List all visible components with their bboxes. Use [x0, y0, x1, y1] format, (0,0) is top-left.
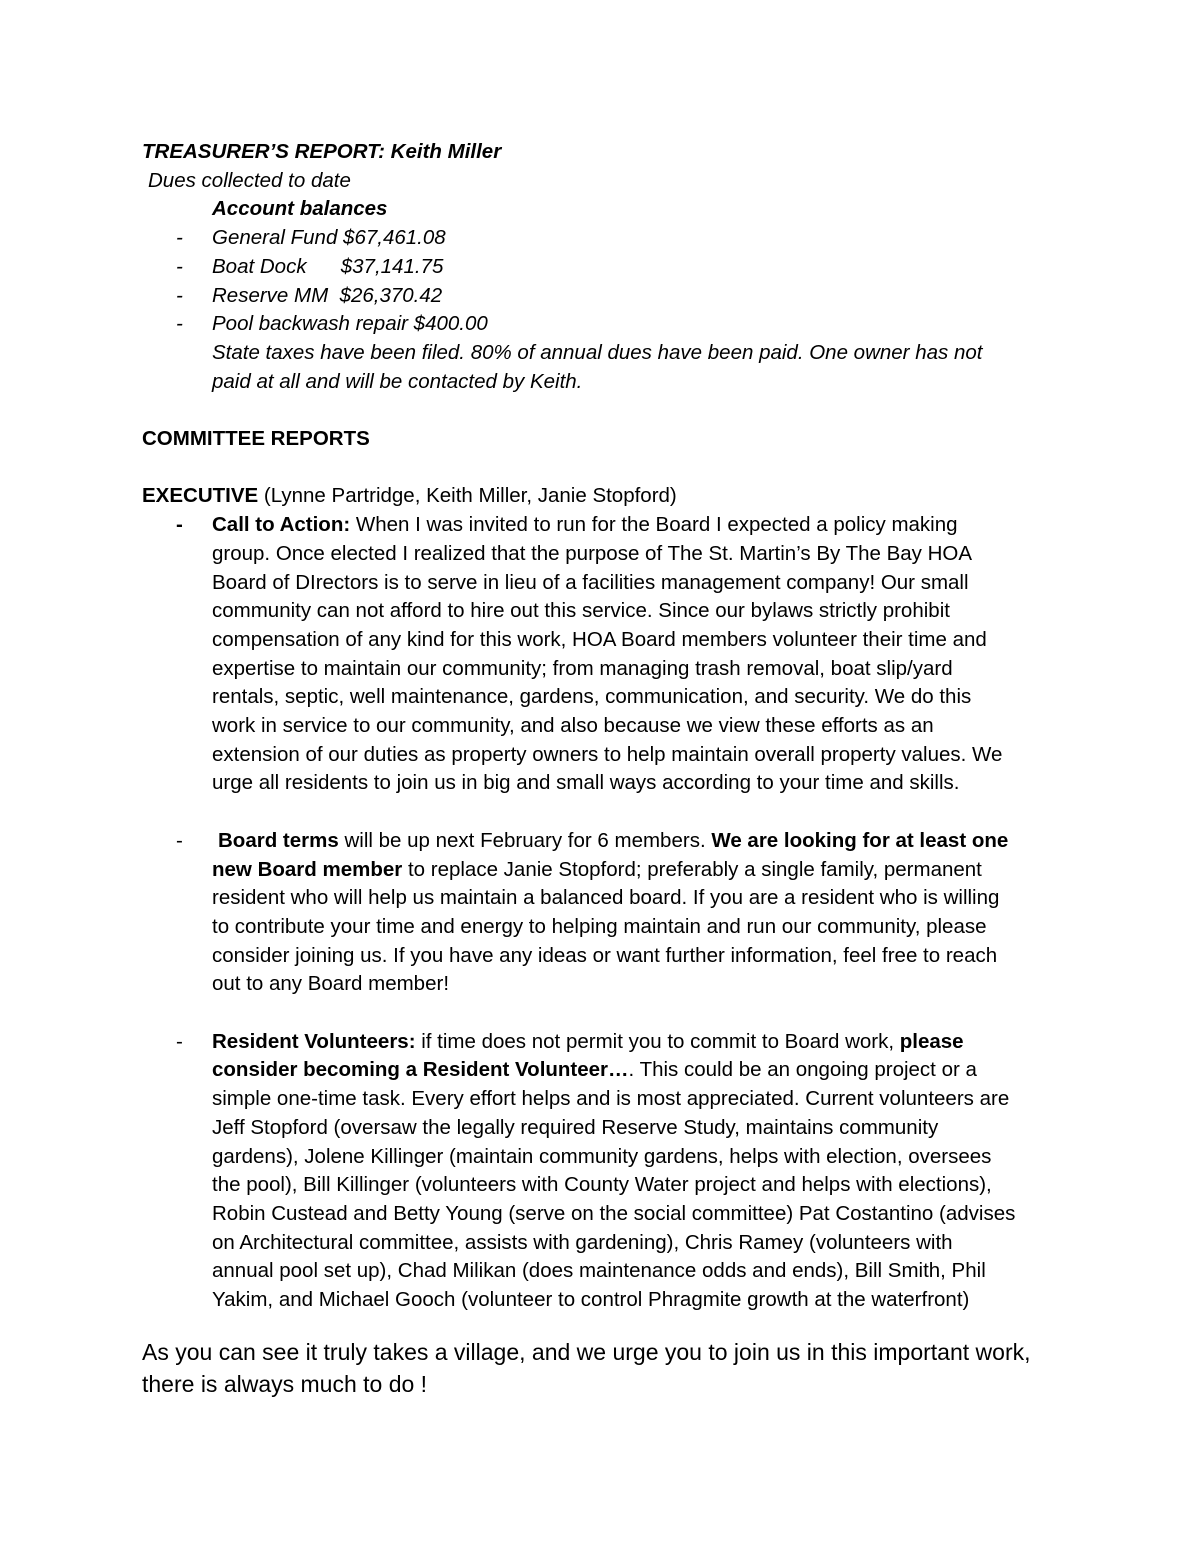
board-terms-line: to contribute your time and energy to helping maintain and run our community, please	[212, 914, 987, 938]
dash-marker: -	[176, 828, 183, 852]
cta-line: compensation of any kind for this work, HOA Board members volunteer their time and	[212, 627, 987, 651]
dash-marker: -	[176, 1029, 183, 1053]
note-line: paid at all and will be contacted by Keith.	[212, 369, 583, 393]
dash-marker: -	[176, 254, 183, 278]
cta-line: work in service to our community, and also because we view these efforts as an	[212, 714, 934, 738]
volunteers-line: gardens), Jolene Killinger (maintain community gardens, helps with election, oversees	[212, 1144, 992, 1168]
executive-label: EXECUTIVE	[142, 484, 259, 508]
balance-item	[142, 282, 1072, 311]
closing-paragraph	[142, 1337, 1082, 1400]
balance-item	[142, 224, 1072, 253]
cta-line: extension of our duties as property owners to help maintain overall property values. We	[212, 742, 1003, 766]
volunteers-label: Resident Volunteers:	[212, 1029, 416, 1053]
board-terms-item	[142, 827, 1072, 999]
closing-line: there is always much to do !	[142, 1370, 428, 1397]
volunteers-item	[142, 1028, 1072, 1315]
cta-line: When I was invited to run for the Board I expected a policy making	[350, 513, 958, 537]
volunteers-bold: consider becoming a Resident Volunteer…	[212, 1058, 629, 1082]
committee-heading: COMMITTEE REPORTS	[142, 427, 370, 451]
note-line: State taxes have been filed. 80% of annual dues have been paid. One owner has not	[212, 340, 983, 364]
volunteers-line: the pool), Bill Killinger (volunteers with County Water project and helps with elections),	[212, 1173, 992, 1197]
dash-marker: -	[176, 513, 183, 537]
dash-marker: -	[176, 226, 183, 250]
balance-text: Reserve MM $26,370.42	[212, 283, 443, 307]
board-terms-line: resident who will help us maintain a balanced board. If you are a resident who is willing	[212, 886, 1000, 910]
board-terms-bold: We are looking for at least one	[711, 828, 1009, 852]
balance-text: Boat Dock $37,141.75	[212, 254, 444, 278]
dash-marker: -	[176, 312, 183, 336]
executive-heading	[142, 482, 1072, 511]
cta-line: community can not afford to hire out this service. Since our bylaws strictly prohibit	[212, 599, 950, 623]
dues-line: Dues collected to date	[148, 168, 351, 192]
volunteers-text: if time does not permit you to commit to Board work,	[415, 1029, 900, 1053]
balance-item	[142, 310, 1072, 339]
cta-line: expertise to maintain our community; from managing trash removal, boat slip/yard	[212, 656, 953, 680]
cta-line: group. Once elected I realized that the purpose of The St. Martin’s By The Bay HOA	[212, 541, 973, 565]
cta-line: Board of DIrectors is to serve in lieu of a facilities management company! Our small	[212, 570, 969, 594]
call-to-action-item	[142, 511, 1072, 798]
dash-marker: -	[176, 283, 183, 307]
call-to-action-label: Call to Action:	[212, 513, 351, 537]
cta-line: rentals, septic, well maintenance, gardens, communication, and security. We do this	[212, 685, 972, 709]
treasurer-heading: TREASURER’S REPORT: Keith Miller	[142, 140, 502, 163]
balances-heading: Account balances	[212, 197, 388, 221]
document-body	[142, 138, 1072, 1315]
volunteers-bold: please	[899, 1029, 964, 1053]
volunteers-line: on Architectural committee, assists with gardening), Chris Ramey (volunteers with	[212, 1230, 953, 1254]
volunteers-line: Jeff Stopford (oversaw the legally required Reserve Study, maintains community	[212, 1115, 939, 1139]
board-terms-label: Board terms	[218, 828, 339, 852]
treasurer-note	[142, 339, 1072, 396]
closing-line: As you can see it truly takes a village, and we urge you to join us in this important work,	[142, 1339, 1031, 1365]
volunteers-line: Robin Custead and Betty Young (serve on the social committee) Pat Costantino (advises	[212, 1201, 1016, 1225]
board-terms-text: will be up next February for 6 members.	[338, 828, 712, 852]
balances-list	[142, 224, 1072, 339]
board-terms-line: out to any Board member!	[212, 972, 450, 996]
volunteers-line: simple one-time task. Every effort helps and is most appreciated. Current volunteers are	[212, 1087, 1010, 1111]
volunteers-text: . This could be an ongoing project or a	[628, 1058, 977, 1082]
executive-members: (Lynne Partridge, Keith Miller, Janie Stopford)	[258, 484, 677, 508]
board-terms-text: to replace Janie Stopford; preferably a single family, permanent	[402, 857, 982, 881]
volunteers-line: annual pool set up), Chad Milikan (does maintenance odds and ends), Bill Smith, Phil	[212, 1259, 986, 1283]
cta-line: urge all residents to join us in big and small ways according to your time and skills.	[212, 771, 960, 795]
board-terms-line: consider joining us. If you have any ideas or want further information, feel free to reach	[212, 943, 998, 967]
board-terms-bold: new Board member	[212, 857, 403, 881]
balance-item	[142, 253, 1072, 282]
volunteers-line: Yakim, and Michael Gooch (volunteer to control Phragmite growth at the waterfront)	[212, 1288, 970, 1312]
balance-text: Pool backwash repair $400.00	[212, 312, 488, 336]
balance-text: General Fund $67,461.08	[212, 226, 446, 250]
